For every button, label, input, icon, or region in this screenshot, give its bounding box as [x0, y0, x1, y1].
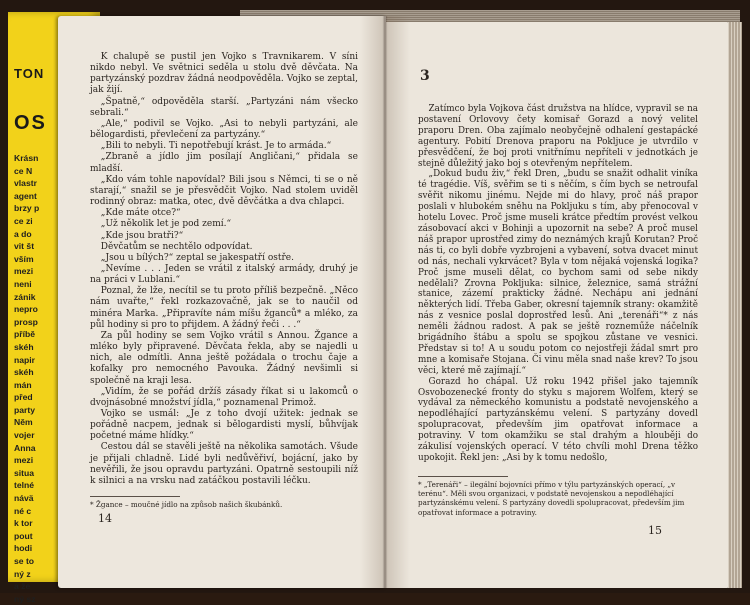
right-page-paragraph: „Dokud budu živ,“ řekl Dren, „budu se snažit odhalit viníka té tragédie. Víš, svěřim se ti s něčím, s čím bych se netroufal svěřit nikomu jinému. Nejde mi do hlavy, proč náš prapor poslali v hlubokém sněhu na Pokljuku s tím, aby přenocoval v hotelu Lovec. Proč jsme museli krátce předtím provést velkou zásobovací akci v Bohinji a upozornit na sebe? A proč musel náš prapor uprostřed zimy do neznámých krajů Korutan? Proč nás ti, co byli dobře vyzbrojeni a vybavení, sotva dvacet minut od nás, nechali vykrvácet? Byla v tom nějaká vojenská logika? Proč jsme museli dělat, co bychom sami od sebe nikdy nedělali? Zrovna Pokljuka: silnice, železnice, samá strážní stanice, zázemí prakticky žádné. Nechápu ani jednání některých lidí. Třeba Gaber, okresní tajemník strany: okamžitě nás z vesnice poslal doprostřed lesů. Ani „terenáři“* z nás neměli žádnou radost. A pak se ještě rozneműže náčelník brigádního štábu a spolu se spojkou zůstane ve vesnici. Představ si to! A u soudu potom co nejostřeji žádal smrt pro mne a komisaře Stojana. Či vinu měla snad naše krev? To jsou věci, které mě zajímají.“ — [418, 169, 698, 376]
cover-blurb-line: vit št — [14, 241, 35, 252]
left-footnote-rule — [90, 496, 180, 497]
cover-blurb-line: ný z — [14, 568, 31, 579]
right-page-paragraph: Zatímco byla Vojkova část družstva na hlídce, vypravil se na postavení Orlovovy čety komisař Gorazd a nový velitel praporu Dren. Oba zajímalo neobyčejně odhalení gestapácké agentury. Pobití Drenova praporu na Pokljuce je utvrdilo v přesvědčení, že boj proti vnitřnímu nepříteli v jednotkách je stejně důležitý jako boj s otevřeným nepřítelem. — [418, 104, 698, 169]
left-page-paragraph: „Špatně,“ odpověděla starší. „Partyzáni nám všecko sebrali.“ — [90, 96, 358, 118]
cover-blurb-line: vším — [14, 253, 34, 264]
left-page-paragraph: „Ale,“ podivil se Vojko. „Asi to nebyli partyzáni, ale bělogardisti, převlečení za partyzány.“ — [90, 118, 358, 141]
left-page-paragraph: „Kdo vám tohle napovídal? Bili jsou s Němci, ti se o ně starají,“ snažil se je přesvědčit Vojko. Nad stolem uviděl rodinný obraz: matka, otec, dvě děvčátka a dva chlapci. — [90, 174, 358, 208]
cover-blurb-line: vojer — [14, 430, 35, 441]
cover-blurb-line: party — [14, 404, 36, 415]
cover-blurb-line: mezi — [14, 455, 34, 466]
left-page-paragraph: K chalupě se pustil jen Vojko s Travnikarem. V síni nikdo nebyl. Ve světnici seděla u stolu dvě děvčata. Na partyzánský pozdrav žádná neodpověděla. Vojko se zeptal, jak žijí. — [90, 52, 358, 96]
cover-blurb-line: brzy p — [14, 203, 40, 214]
cover-blurb-line: návä — [14, 493, 34, 504]
left-page-paragraph: „Nevíme . . . Jeden se vrátil z italský armády, druhý je na práci v Lublani.“ — [90, 263, 358, 286]
right-footnote-rule — [418, 476, 508, 477]
cover-title-fragment: OS — [14, 112, 47, 134]
left-page-paragraph: „Kde máte otce?“ — [100, 208, 181, 219]
left-page-paragraph: „Bili to nebyli. Ti nepotřebují krást. Je to armáda.“ — [100, 141, 332, 152]
left-page-paragraph: „Kde jsou bratři?“ — [100, 230, 184, 241]
left-page-text — [90, 52, 358, 487]
cover-blurb-line: zánik — [14, 291, 36, 302]
cover-blurb-line: příbě — [14, 329, 36, 340]
left-page-paragraph: Cestou dál se stavěli ještě na několika samotách. Všude je přijali chladně. Lidé byli nedůvěřiví, bojácní, jako by nevěřili, že jsou opravdu partyzáni. Opatrně sestoupili níž k silnici a na vrsku nad zatáčkou postavili léčku. — [90, 442, 358, 486]
cover-blurb-line: situa — [14, 467, 35, 478]
chapter-number: 3 — [420, 68, 430, 84]
page-number-left: 14 — [98, 512, 112, 525]
cover-blurb-line: nepro — [14, 304, 38, 315]
cover-blurb-line: ce N — [14, 165, 33, 176]
cover-author-fragment: TON — [14, 66, 45, 81]
cover-blurb — [14, 152, 39, 605]
cover-blurb-line: né c — [14, 505, 32, 516]
cover-blurb-line: skéh — [14, 367, 34, 378]
cover-blurb-line: Něm — [14, 417, 33, 428]
right-page-text — [418, 104, 698, 464]
left-page-paragraph: „Už několik let je pod zemí.“ — [100, 219, 232, 230]
cover-blurb-line: skéh — [14, 341, 34, 352]
cover-blurb-line: a že — [14, 581, 31, 592]
book-spine-shadow — [360, 16, 410, 588]
cover-blurb-line: a do — [14, 228, 32, 239]
cover-blurb-line: prosp — [14, 316, 38, 327]
cover-blurb-line: hodi — [14, 543, 33, 554]
cover-blurb-line: ce zi — [14, 215, 33, 226]
cover-blurb-line: telné — [14, 480, 35, 491]
cover-blurb-line: k tor — [14, 518, 33, 529]
cover-blurb-line: pout — [14, 530, 33, 541]
cover-blurb-line: agent — [14, 190, 37, 201]
cover-blurb-line: neni — [14, 278, 32, 289]
cover-blurb-line: ný sz — [14, 593, 36, 604]
cover-blurb-line: Krásn — [14, 153, 39, 163]
page-edge-stack — [728, 22, 742, 588]
left-page-paragraph: Za půl hodiny se sem Vojko vrátil s Annou. Žgance a mléko byly připravené. Děvčata řekla, aby se najedli u nich, ale odmítli. Anna ještě požádala o trochu čaje a kofalky pro nemocného Pavouka. Žádný nevšimli si společně na kraji lesa. — [90, 330, 358, 386]
left-page-paragraph: Děvčatům se nechtělo odpovídat. — [100, 241, 253, 252]
cover-blurb-line: mezi — [14, 266, 34, 277]
left-page-paragraph: Vojko se usmál: „Je z toho dvojí užitek: jednak se pořádně nacpem, jednak si bělogardisti myslí, bůhvíjak početné máme hlídky.“ — [90, 409, 358, 442]
left-footnote-text: * Žgance – moučné jídlo na způsob našich škubánků. — [90, 500, 283, 509]
cover-blurb-line: se to — [14, 556, 35, 566]
left-page-paragraph: „Zbraně a jídlo jim posílají Angličani,“ přidala se mladší. — [90, 152, 358, 174]
left-page-paragraph: „Jsou u bílých?“ zeptal se jakespatří ostře. — [100, 252, 294, 263]
cover-blurb-line: napir — [14, 354, 36, 365]
page-number-right: 15 — [648, 524, 662, 537]
right-footnote — [418, 480, 698, 517]
left-page-paragraph: Poznal, že lže, necítil se tu proto příliš bezpečně. „Něco nám uvařte,“ řekl rozkazovačně, jak se to naučil od minéra Marka. „Připravíte nám míšu žganců* a mléko, za půl hodiny si pro to přijdem. A žádný řeči . . .“ — [90, 286, 358, 330]
cover-blurb-line: vlastr — [14, 178, 37, 189]
cover-blurb-line: před — [14, 392, 33, 403]
right-footnote-text: * „Terenáři“ – ilegální bojovníci přímo v týlu partyzánských operací, „v terénu“. Měli svou organizaci, v podstatě nevojenskou a nepodléhající partyzánskému velení. S partyzány dovedli spolupracovat, především jim opatřovat informace a potraviny. — [418, 480, 685, 517]
left-footnote — [90, 500, 358, 509]
cover-blurb-line: mán — [14, 379, 32, 390]
right-page-paragraph: Gorazd ho chápal. Už roku 1942 přišel jako tajemník Osvobozenecké fronty do styku s majorem Wolfem, který se vydával za německého komunistu a podstatě nevojenského a nepodléhající partyzánskému velení. S partyzány dovedl spolupracovat, především jim opatřovat informace a potraviny. V tom okamžiku se stal drahým a hlouběji do zákulisí vojenských operací. V této chvíli mohl Drena těžko upokojit. Řekl jen: „Asi by k tomu nedošlo, — [418, 376, 698, 463]
left-page-paragraph: „Vidím, že se pořád držíš zásady říkat si u lakomců o dvojnásobné množství jídla,“ poznamenal Primož. — [90, 386, 358, 408]
cover-blurb-line: Anna — [14, 442, 36, 453]
